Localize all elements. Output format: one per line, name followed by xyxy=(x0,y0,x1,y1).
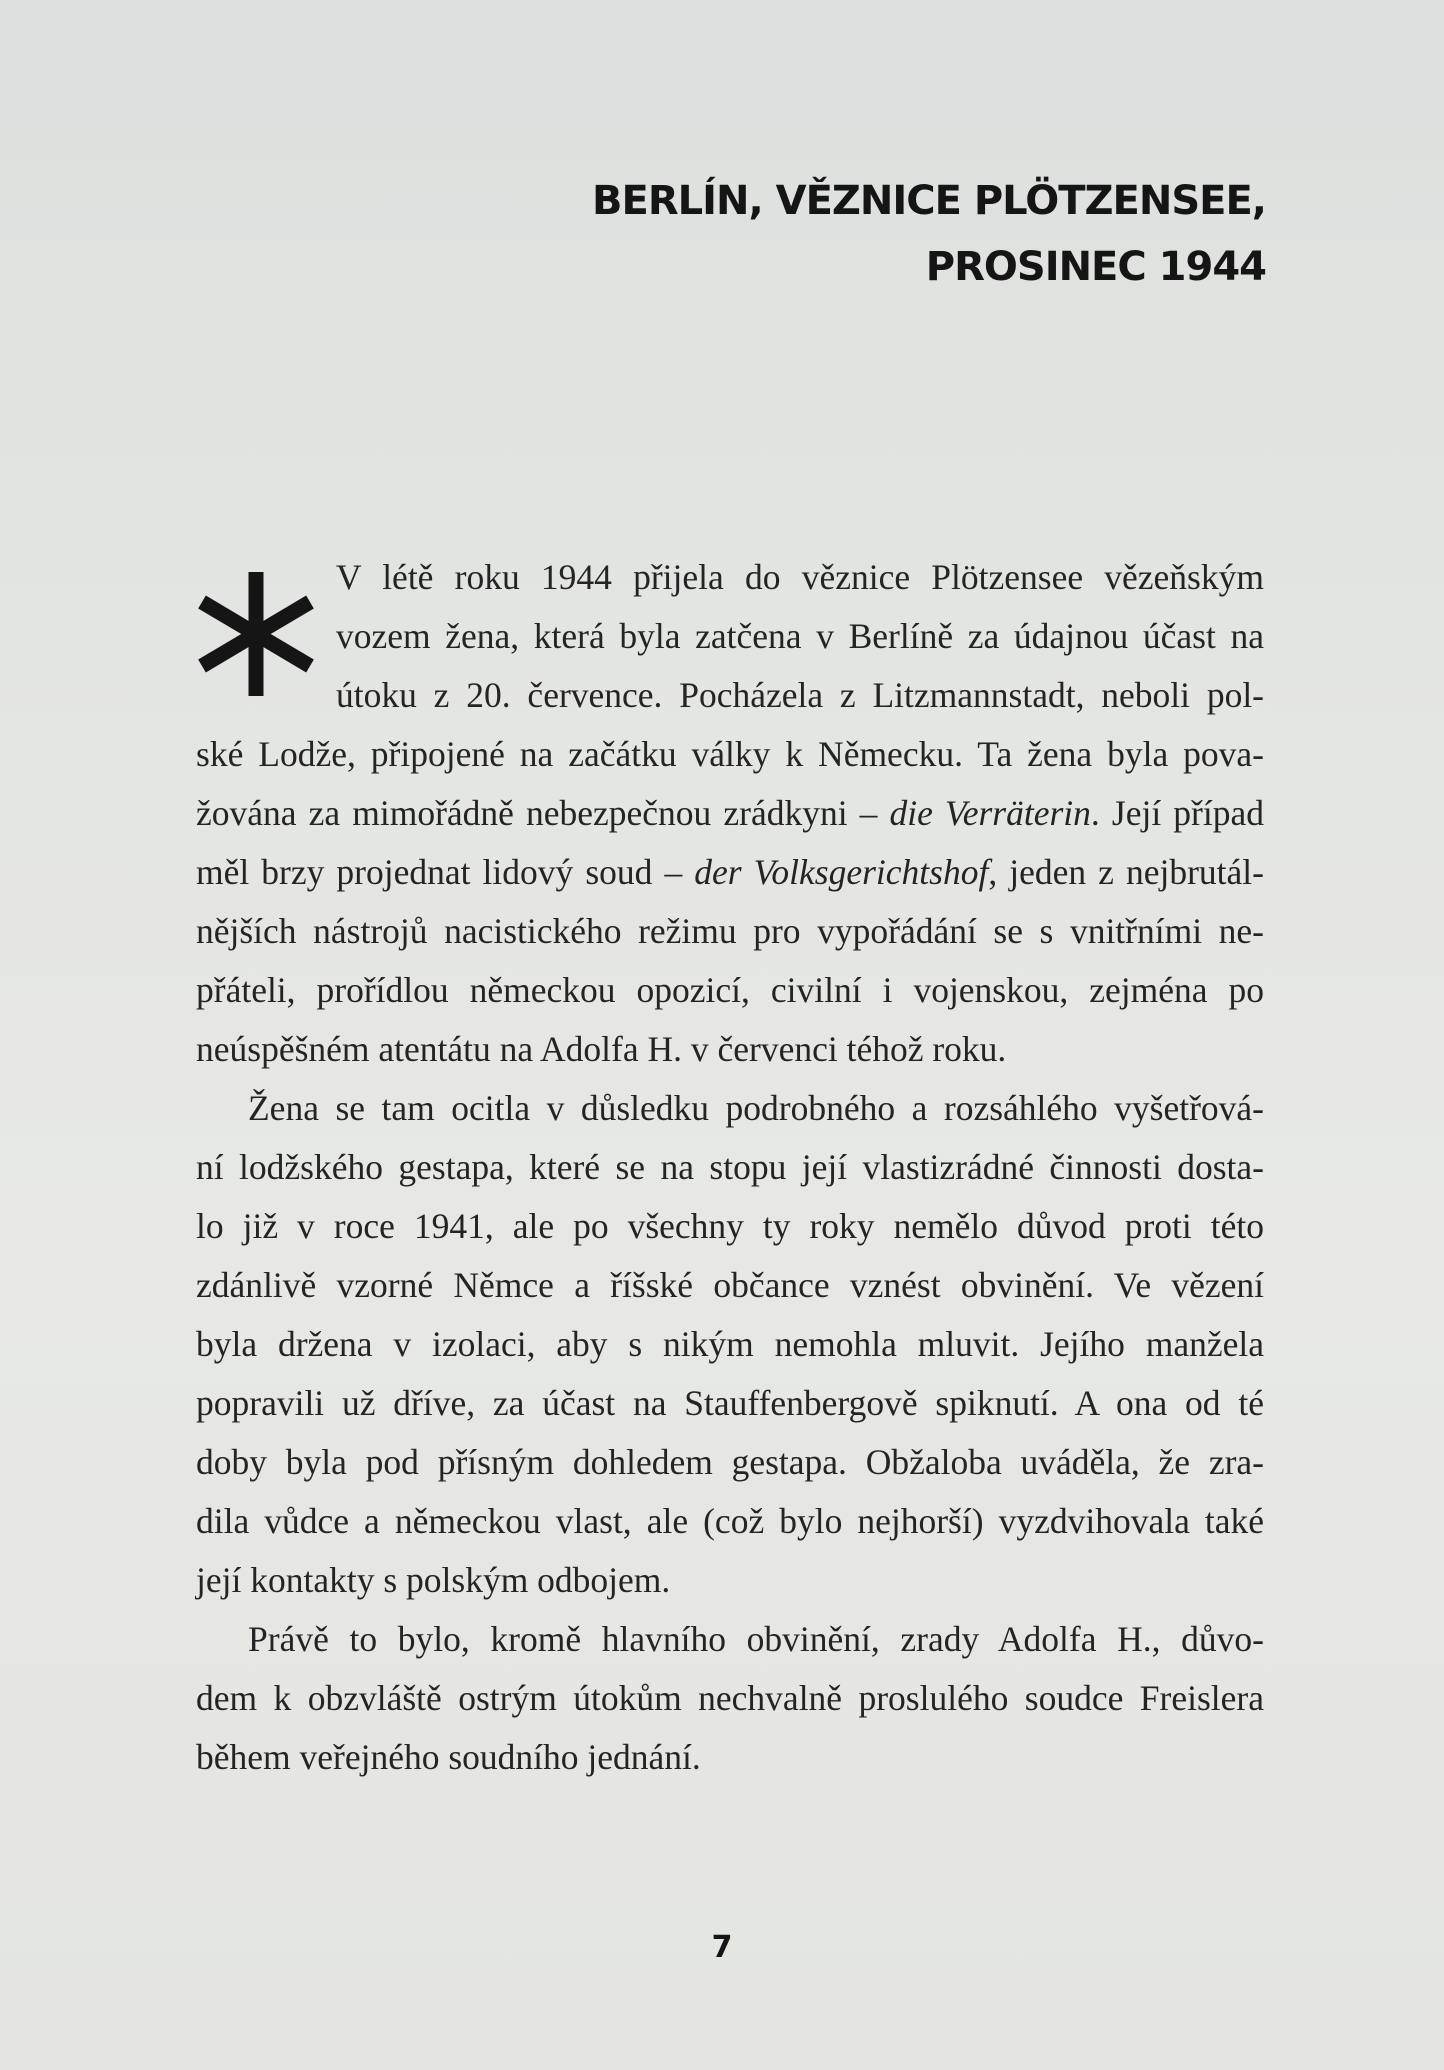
text-line: žována za mimořádně nebezpečnou zrádkyni – die Verräterin. Její případ xyxy=(196,793,1264,833)
text-line: dem k obzvláště ostrým útokům nechvalně proslulého soudce Freislera xyxy=(196,1678,1264,1718)
text-line: Právě to bylo, kromě hlavního obvinění, zrady Adolfa H., důvo- xyxy=(248,1619,1264,1659)
text-line: ní lodžského gestapa, které se na stopu její vlastizrádné činnosti dosta- xyxy=(196,1147,1264,1187)
text-line: její kontakty s polským odbojem. xyxy=(196,1560,671,1600)
text-line: útoku z 20. července. Pocházela z Litzmannstadt, neboli pol- xyxy=(336,675,1264,715)
italic-term: der Volksgerichtshof xyxy=(694,852,989,892)
text-line: přáteli, prořídlou německou opozicí, civilní i vojenskou, zejména po xyxy=(196,970,1264,1010)
text-line: Žena se tam ocitla v důsledku podrobného a rozsáhlého vyšetřová- xyxy=(248,1088,1264,1128)
text-line: vozem žena, která byla zatčena v Berlíně za údajnou účast na xyxy=(336,616,1264,656)
chapter-heading-line-2: PROSINEC 1944 xyxy=(925,244,1266,290)
text-line: ské Lodže, připojené na začátku války k Německu. Ta žena byla pova- xyxy=(196,734,1264,774)
text-line: nějších nástrojů nacistického režimu pro vypořádání se s vnitřními ne- xyxy=(196,911,1264,951)
text-line: během veřejného soudního jednání. xyxy=(196,1737,701,1777)
page-number: 7 xyxy=(711,1930,733,1965)
chapter-heading-line-1: BERLÍN, VĚZNICE PLÖTZENSEE, xyxy=(592,178,1266,224)
body-text xyxy=(196,548,1264,1787)
text-line: dila vůdce a německou vlast, ale (což bylo nejhorší) vyzdvihovala také xyxy=(196,1501,1264,1541)
chapter-heading xyxy=(592,168,1266,300)
text-line: neúspěšném atentátu na Adolfa H. v červenci téhož roku. xyxy=(196,1029,1007,1069)
text-line: byla držena v izolaci, aby s nikým nemohla mluvit. Jejího manžela xyxy=(196,1324,1264,1364)
italic-term: die Verräterin xyxy=(889,793,1091,833)
text-line: doby byla pod přísným dohledem gestapa. Obžaloba uváděla, že zra- xyxy=(196,1442,1264,1482)
text-line: lo již v roce 1941, ale po všechny ty roky nemělo důvod proti této xyxy=(196,1206,1264,1246)
text-line: V létě roku 1944 přijela do věznice Plötzensee vězeňským xyxy=(336,557,1264,597)
text-line: popravili už dříve, za účast na Stauffenbergově spiknutí. A ona od té xyxy=(196,1383,1264,1423)
text-line: měl brzy projednat lidový soud – der Volksgerichtshof, jeden z nejbrutál- xyxy=(196,852,1264,892)
text-line: zdánlivě vzorné Němce a říšské občance vznést obvinění. Ve vězení xyxy=(196,1265,1264,1305)
